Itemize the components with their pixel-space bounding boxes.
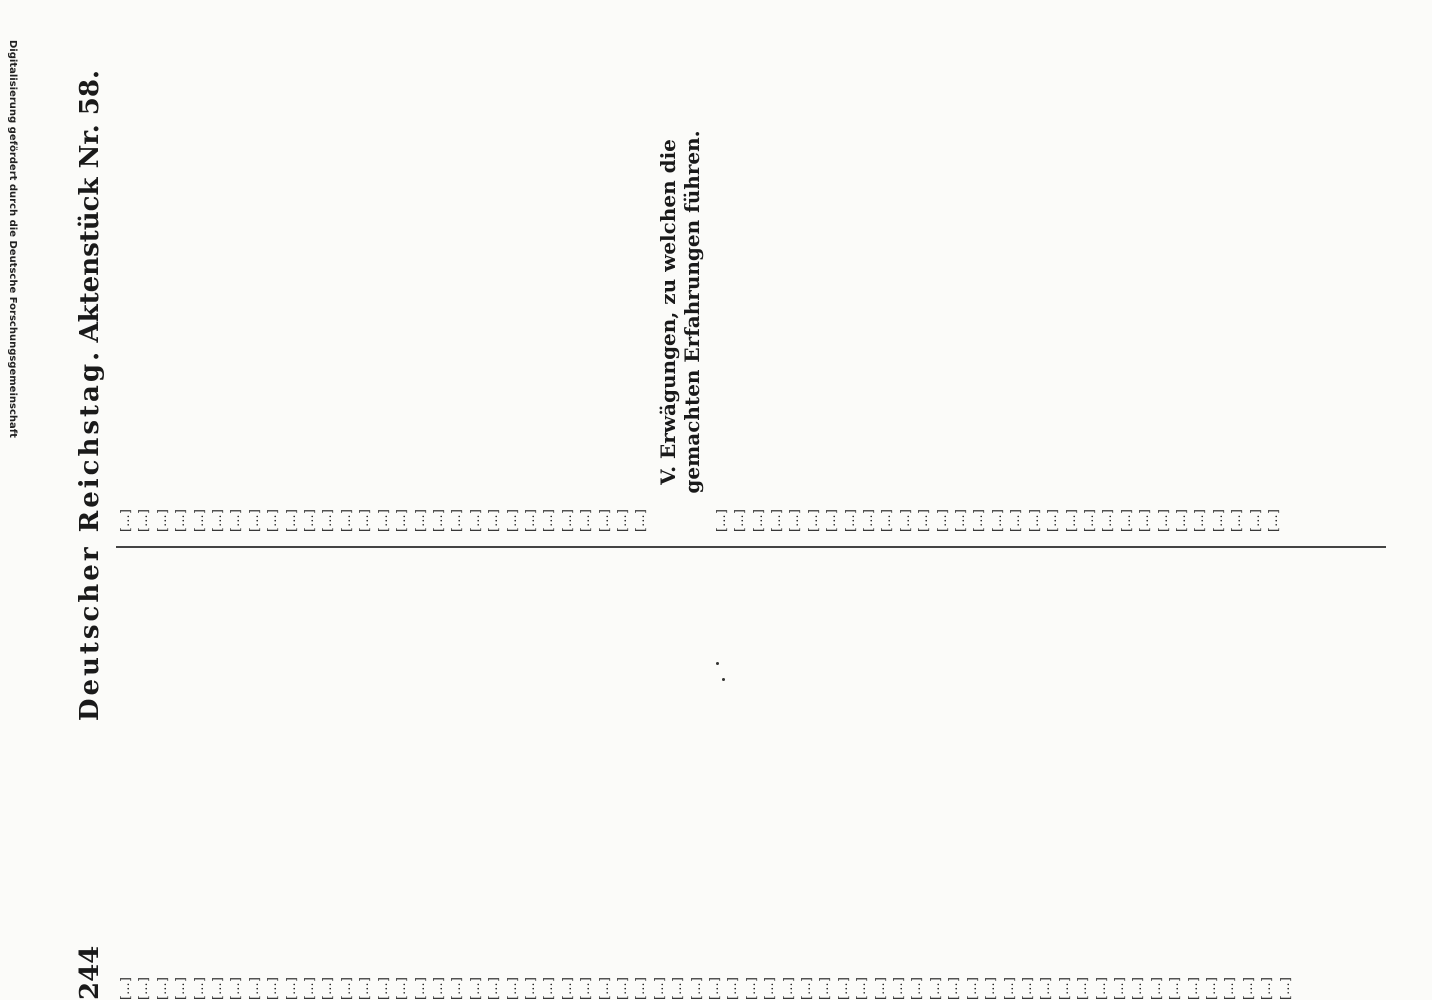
text-line: […]: [356, 976, 372, 1000]
text-line: […]: [301, 976, 317, 1000]
text-line: […]: [1007, 508, 1023, 532]
text-line: […]: [227, 508, 243, 532]
text-line: […]: [1184, 976, 1200, 1000]
text-line: […]: [153, 976, 169, 1000]
text-line: […]: [117, 976, 132, 1000]
text-line: […]: [982, 976, 998, 1000]
text-line: […]: [669, 976, 685, 1000]
text-line: […]: [393, 508, 409, 532]
text-line: […]: [540, 508, 556, 532]
text-line: […]: [319, 976, 335, 1000]
text-line: […]: [632, 976, 648, 1000]
text-line: […]: [209, 976, 225, 1000]
text-line: […]: [319, 508, 335, 532]
text-line: […]: [429, 976, 445, 1000]
text-line: […]: [485, 976, 501, 1000]
digitization-caption: [6, 40, 20, 960]
text-line: […]: [650, 976, 666, 1000]
text-line: […]: [301, 508, 317, 532]
text-line: […]: [485, 508, 501, 532]
text-line: […]: [1172, 508, 1188, 532]
text-line: […]: [209, 508, 225, 532]
text-line: […]: [356, 508, 372, 532]
text-line: […]: [1228, 508, 1244, 532]
text-line: […]: [1055, 976, 1071, 1000]
text-line: […]: [190, 976, 206, 1000]
text-line: […]: [1117, 508, 1133, 532]
digitization-caption-text: Digitalisierung gefördert durch die Deutsche Forschungsgemeinschaft: [7, 40, 18, 438]
text-line: […]: [558, 508, 574, 532]
page-number: 244: [75, 945, 105, 1000]
text-line: […]: [374, 976, 390, 1000]
text-line: […]: [804, 508, 820, 532]
section-heading: V. Erwägungen, zu welchen die gemachten Erfahrungen führen.: [655, 130, 704, 494]
running-title: Deutscher Reichstag.: [75, 348, 105, 722]
text-line: […]: [227, 976, 243, 1000]
text-line: […]: [466, 976, 482, 1000]
text-line: […]: [970, 508, 986, 532]
text-line: […]: [595, 508, 611, 532]
text-line: […]: [1062, 508, 1078, 532]
text-line: […]: [503, 976, 519, 1000]
text-line: […]: [1209, 508, 1225, 532]
text-line: […]: [429, 508, 445, 532]
text-line: […]: [1276, 976, 1292, 1000]
right-column-top-text: [116, 92, 650, 532]
rotated-document: [70, 70, 1432, 1000]
text-line: […]: [761, 976, 777, 1000]
text-line: […]: [117, 508, 132, 532]
text-line: […]: [1018, 976, 1034, 1000]
text-line: […]: [945, 976, 961, 1000]
text-line: […]: [1221, 976, 1237, 1000]
text-line: […]: [779, 976, 795, 1000]
text-line: […]: [860, 508, 876, 532]
text-line: […]: [613, 508, 629, 532]
text-line: […]: [908, 976, 924, 1000]
text-line: […]: [337, 508, 353, 532]
right-text-column: [116, 92, 1396, 532]
text-line: […]: [706, 976, 721, 1000]
text-line: […]: [337, 976, 353, 1000]
text-line: […]: [1074, 976, 1090, 1000]
right-column-bottom-text: [712, 92, 1283, 532]
text-line: […]: [613, 976, 629, 1000]
text-line: […]: [374, 508, 390, 532]
text-line: […]: [1166, 976, 1182, 1000]
text-line: […]: [595, 976, 611, 1000]
text-line: […]: [786, 508, 802, 532]
text-line: […]: [264, 508, 280, 532]
text-line: […]: [632, 508, 648, 532]
text-line: […]: [963, 976, 979, 1000]
text-line: […]: [890, 976, 906, 1000]
text-line: […]: [1080, 508, 1096, 532]
text-line: […]: [1136, 508, 1152, 532]
text-line: […]: [521, 976, 537, 1000]
text-line: […]: [871, 976, 887, 1000]
text-line: […]: [1191, 508, 1207, 532]
left-text-column: [116, 560, 1396, 1000]
text-line: […]: [712, 508, 728, 532]
text-line: […]: [448, 508, 464, 532]
text-line: […]: [503, 508, 519, 532]
document-body: [70, 70, 1432, 1000]
text-line: […]: [731, 508, 747, 532]
text-line: […]: [687, 976, 703, 1000]
text-line: […]: [896, 508, 912, 532]
text-line: […]: [540, 976, 556, 1000]
text-line: […]: [724, 976, 740, 1000]
text-line: […]: [853, 976, 869, 1000]
text-line: […]: [448, 976, 464, 1000]
text-line: […]: [823, 508, 839, 532]
text-line: […]: [153, 508, 169, 532]
text-line: […]: [1099, 508, 1115, 532]
text-line: […]: [768, 508, 783, 532]
text-line: […]: [172, 976, 188, 1000]
text-line: […]: [1264, 508, 1280, 532]
text-line: […]: [933, 508, 949, 532]
text-line: […]: [926, 976, 942, 1000]
text-line: […]: [749, 508, 765, 532]
text-line: […]: [577, 976, 593, 1000]
text-line: […]: [264, 976, 280, 1000]
text-line: […]: [1037, 976, 1053, 1000]
text-line: […]: [1110, 976, 1126, 1000]
text-line: […]: [1000, 976, 1016, 1000]
text-line: […]: [282, 976, 298, 1000]
column-rule: [116, 547, 1386, 549]
text-line: […]: [411, 976, 427, 1000]
text-line: […]: [466, 508, 482, 532]
text-line: […]: [1129, 976, 1145, 1000]
text-line: […]: [558, 976, 574, 1000]
text-line: […]: [878, 508, 894, 532]
text-line: […]: [190, 508, 206, 532]
text-line: […]: [521, 508, 537, 532]
text-line: […]: [577, 508, 593, 532]
text-line: […]: [798, 976, 814, 1000]
text-line: […]: [915, 508, 931, 532]
text-line: […]: [135, 508, 151, 532]
text-line: […]: [952, 508, 968, 532]
text-line: […]: [135, 976, 151, 1000]
text-line: […]: [1202, 976, 1218, 1000]
text-line: […]: [988, 508, 1004, 532]
text-line: […]: [841, 508, 857, 532]
text-line: […]: [245, 508, 261, 532]
text-line: […]: [411, 508, 427, 532]
text-line: […]: [1239, 976, 1255, 1000]
text-line: […]: [1092, 976, 1108, 1000]
text-line: […]: [245, 976, 261, 1000]
text-line: […]: [172, 508, 188, 532]
document-reference: Aktenstück Nr. 58.: [75, 70, 105, 343]
text-line: […]: [1258, 976, 1274, 1000]
page-header: [70, 70, 110, 1000]
text-line: […]: [816, 976, 832, 1000]
text-line: […]: [1154, 508, 1170, 532]
text-line: […]: [1147, 976, 1163, 1000]
text-line: […]: [1025, 508, 1041, 532]
text-line: […]: [1246, 508, 1262, 532]
text-line: […]: [834, 976, 850, 1000]
text-line: […]: [282, 508, 298, 532]
text-line: […]: [742, 976, 758, 1000]
text-line: […]: [1044, 508, 1060, 532]
text-line: […]: [393, 976, 409, 1000]
